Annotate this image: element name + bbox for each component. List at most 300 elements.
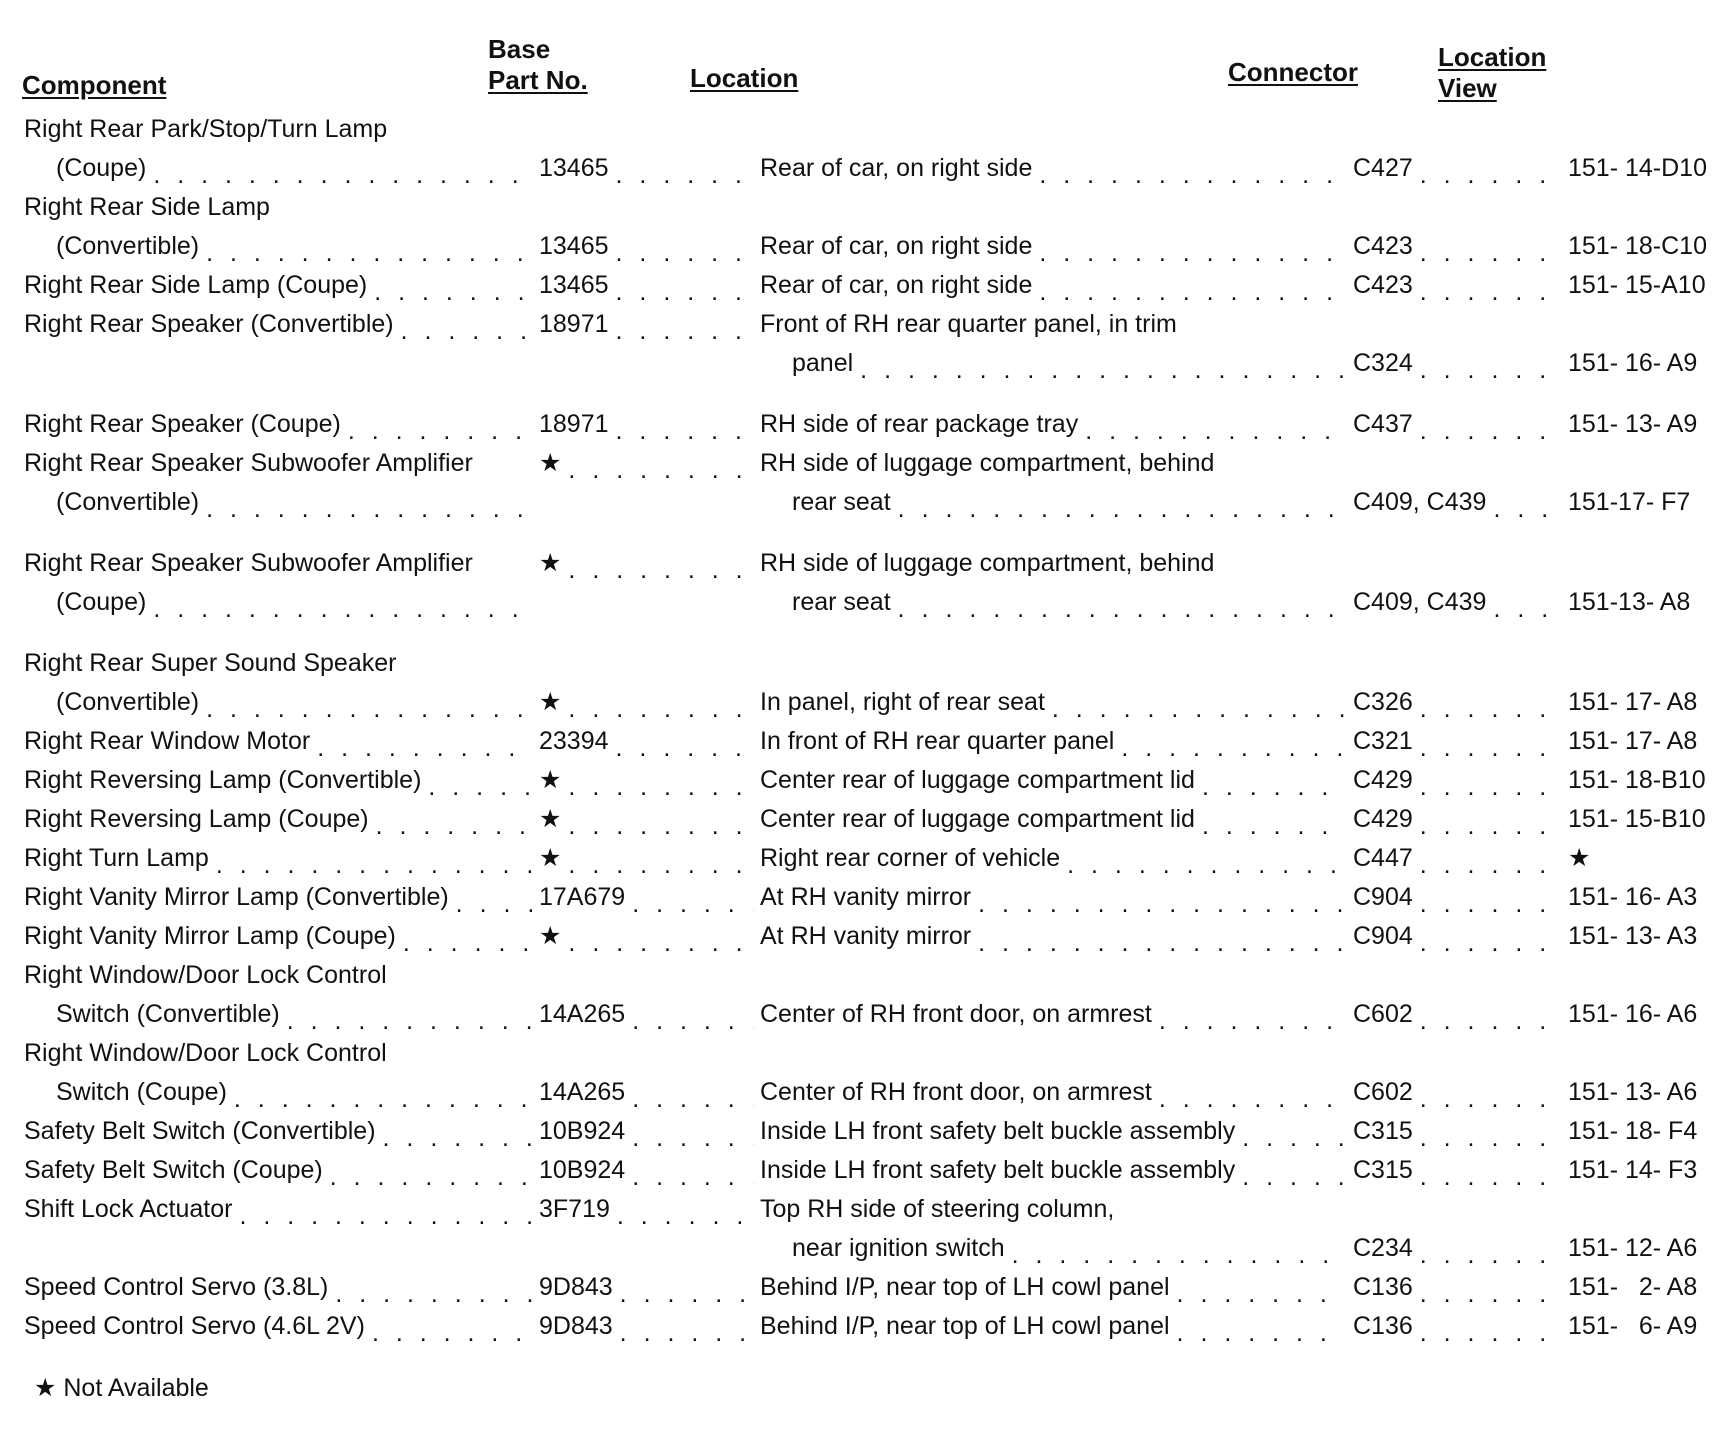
leader-dots [403,931,533,956]
component-name: Right Vanity Mirror Lamp (Convertible) [24,883,449,911]
part-number: 9D843 [539,1312,613,1340]
header-location-view: Location View [1438,42,1547,103]
component-cell [24,1307,539,1346]
leader-dots [206,697,533,722]
component-cell [24,305,539,383]
part-number-cell [539,1151,760,1190]
part-number: 18971 [539,310,609,338]
part-number: 14A265 [539,1078,626,1106]
location-view-cell [1568,839,1714,878]
location-cell [760,800,1353,839]
location-view: 151- 18-C10 [1568,232,1707,260]
leader-dots [632,1087,754,1112]
leader-dots [1420,241,1558,266]
location-text: Behind I/P, near top of LH cowl panel [760,1312,1170,1340]
leader-dots [239,1204,533,1229]
part-number-cell [539,405,760,444]
connector-id: C409, C439 [1353,588,1487,616]
component-name: Right Rear Park/Stop/Turn Lamp [24,115,388,143]
table-row [24,878,1714,917]
leader-dots [1420,931,1558,956]
connector-id: C447 [1353,844,1413,872]
leader-dots [383,1126,533,1151]
location-view: 151- 18- F4 [1568,1117,1698,1145]
part-number: ★ [539,805,562,833]
header-component: Component [22,70,167,100]
connector-cell [1353,878,1568,917]
part-number: 13465 [539,232,609,260]
table-row [24,839,1714,878]
location-view: 151- 14- F3 [1568,1156,1698,1184]
connector-id: C324 [1353,349,1413,377]
leader-dots [632,1009,754,1034]
leader-dots [428,775,533,800]
leader-dots [616,319,754,344]
location-text: RH side of rear package tray [760,410,1079,438]
leader-dots [1039,163,1345,188]
leader-dots [632,1126,754,1151]
part-number-cell [539,800,760,839]
table-row [24,800,1714,839]
location-view-cell [1568,761,1714,800]
location-cell [760,444,1353,522]
location-cell [760,227,1353,266]
location-text: Rear of car, on right side [760,232,1033,260]
leader-dots [620,1321,754,1346]
connector-cell [1353,344,1568,383]
location-cell [760,722,1353,761]
location-cell [760,878,1353,917]
location-text-cont: rear seat [792,588,891,616]
location-view: 151- 15-A10 [1568,271,1706,299]
connector-id: C136 [1353,1312,1413,1340]
location-cell [760,1151,1353,1190]
header-base-part: Base Part No. [488,34,588,95]
location-cell [760,761,1353,800]
part-number-cell [539,683,760,722]
part-number: ★ [539,844,562,872]
part-number-cell [539,917,760,956]
leader-dots [1420,1087,1558,1112]
table-row [24,444,1714,522]
row-spacer [24,383,1714,405]
header-location: Location [690,63,799,93]
component-cell [24,1112,539,1151]
location-cell [760,995,1353,1034]
leader-dots [617,1204,754,1229]
component-cell [24,761,539,800]
part-number: 14A265 [539,1000,626,1028]
connector-cell [1353,405,1568,444]
leader-dots [1420,775,1558,800]
part-number: ★ [539,922,562,950]
table-row [24,761,1714,800]
location-view: 151- 13- A3 [1568,922,1698,950]
component-cell [24,644,539,722]
location-cell [760,149,1353,188]
table-row [24,110,1714,188]
location-cell [760,683,1353,722]
component-name: Right Vanity Mirror Lamp (Coupe) [24,922,396,950]
leader-dots [1159,1087,1345,1112]
component-variant: (Convertible) [56,688,200,716]
table-row [24,405,1714,444]
part-number-cell [539,761,760,800]
connector-cell [1353,1307,1568,1346]
leader-dots [401,319,533,344]
component-name: Right Rear Speaker Subwoofer Amplifier [24,549,473,577]
leader-dots [1039,280,1345,305]
table-row [24,1151,1714,1190]
component-name: Right Rear Super Sound Speaker [24,649,397,677]
part-number: 10B924 [539,1117,626,1145]
connector-cell [1353,483,1568,522]
component-name: Right Rear Side Lamp (Coupe) [24,271,368,299]
part-number-cell [539,995,760,1034]
leader-dots [1493,597,1558,622]
component-name: Right Rear Speaker Subwoofer Amplifier [24,449,473,477]
part-number-cell [539,1307,760,1346]
leader-dots [1420,814,1558,839]
table-row [24,1268,1714,1307]
location-cell [760,1307,1353,1346]
location-text: Behind I/P, near top of LH cowl panel [760,1273,1170,1301]
connector-cell [1353,1268,1568,1307]
location-view-cell [1568,995,1714,1034]
location-cell [760,305,1353,383]
location-text-cont: panel [792,349,854,377]
location-view-cell [1568,1268,1714,1307]
location-view: 151- 14-D10 [1568,154,1707,182]
location-view-cell [1568,917,1714,956]
leader-dots [1420,892,1558,917]
part-number-cell [539,444,760,522]
leader-dots [568,558,754,583]
connector-id: C326 [1353,688,1413,716]
leader-dots [1420,853,1558,878]
part-number-cell [539,266,760,305]
location-cell [760,266,1353,305]
connector-id: C429 [1353,766,1413,794]
leader-dots [317,736,533,761]
footnote: ★ Not Available [34,1374,209,1402]
connector-id: C423 [1353,271,1413,299]
part-number-cell [539,227,760,266]
location-view-cell [1568,266,1714,305]
leader-dots [1420,697,1558,722]
location-view: 151- 6- A9 [1568,1312,1698,1340]
location-view-cell [1568,722,1714,761]
leader-dots [898,597,1345,622]
leader-dots [1493,497,1558,522]
component-name: Speed Control Servo (4.6L 2V) [24,1312,365,1340]
component-name: Speed Control Servo (3.8L) [24,1273,329,1301]
location-view-cell [1568,227,1714,266]
location-view-cell [1568,1151,1714,1190]
location-text: Rear of car, on right side [760,271,1033,299]
table-row [24,266,1714,305]
connector-id: C136 [1353,1273,1413,1301]
part-number-cell [539,1073,760,1112]
component-name: Shift Lock Actuator [24,1195,233,1223]
component-name: Right Rear Side Lamp [24,193,270,221]
table-row [24,305,1714,383]
leader-dots [1121,736,1345,761]
location-text: In front of RH rear quarter panel [760,727,1115,755]
leader-dots [1420,1321,1558,1346]
connector-cell [1353,227,1568,266]
table-row [24,956,1714,1034]
part-number: ★ [539,449,562,477]
component-name: Right Rear Speaker (Coupe) [24,410,341,438]
location-view-cell [1568,1112,1714,1151]
table-row [24,1307,1714,1346]
connector-id: C409, C439 [1353,488,1487,516]
connector-id: C315 [1353,1156,1413,1184]
row-spacer [24,622,1714,644]
leader-dots [1159,1009,1345,1034]
leader-dots [568,697,754,722]
leader-dots [206,241,533,266]
leader-dots [616,419,754,444]
location-view-cell [1568,344,1714,383]
leader-dots [1202,775,1345,800]
location-cell [760,1112,1353,1151]
connector-cell [1353,1151,1568,1190]
leader-dots [568,814,754,839]
location-text: RH side of luggage compartment, behind [760,449,1215,477]
location-view: 151- 13- A6 [1568,1078,1698,1106]
component-variant: Switch (Convertible) [56,1000,280,1028]
leader-dots [330,1165,533,1190]
component-cell [24,544,539,622]
location-text: Top RH side of steering column, [760,1195,1115,1223]
part-number: 13465 [539,154,609,182]
leader-dots [1202,814,1345,839]
part-number-cell [539,1190,760,1268]
connector-id: C437 [1353,410,1413,438]
leader-dots [1420,1282,1558,1307]
leader-dots [374,280,533,305]
location-view: ★ [1568,844,1591,872]
leader-dots [1420,736,1558,761]
part-number-cell [539,544,760,622]
leader-dots [568,458,754,483]
part-number-cell [539,149,760,188]
location-text: Center of RH front door, on armrest [760,1078,1152,1106]
component-cell [24,800,539,839]
location-text: Center rear of luggage compartment lid [760,766,1195,794]
location-cell [760,1268,1353,1307]
location-view-cell [1568,1229,1714,1268]
leader-dots [1085,419,1345,444]
component-cell [24,956,539,1034]
connector-cell [1353,1073,1568,1112]
component-cell [24,405,539,444]
connector-id: C429 [1353,805,1413,833]
leader-dots [632,1165,754,1190]
connector-cell [1353,800,1568,839]
location-text: Rear of car, on right side [760,154,1033,182]
table-row [24,1190,1714,1268]
connector-cell [1353,917,1568,956]
component-variant: (Coupe) [56,154,147,182]
row-spacer [24,522,1714,544]
location-view-cell [1568,483,1714,522]
connector-id: C904 [1353,922,1413,950]
component-name: Right Window/Door Lock Control [24,961,387,989]
part-number-cell [539,1268,760,1307]
connector-cell [1353,722,1568,761]
part-number-cell [539,1112,760,1151]
leader-dots [898,497,1345,522]
location-view: 151- 16- A9 [1568,349,1698,377]
component-cell [24,839,539,878]
connector-id: C423 [1353,232,1413,260]
leader-dots [1420,1243,1558,1268]
location-view: 151- 2- A8 [1568,1273,1698,1301]
connector-cell [1353,839,1568,878]
leader-dots [216,853,533,878]
connector-cell [1353,761,1568,800]
connector-cell [1353,1112,1568,1151]
leader-dots [1012,1243,1345,1268]
part-number-cell [539,722,760,761]
leader-dots [1420,1009,1558,1034]
location-cell [760,1073,1353,1112]
component-cell [24,1190,539,1268]
component-name: Safety Belt Switch (Coupe) [24,1156,323,1184]
leader-dots [568,853,754,878]
leader-dots [1420,358,1558,383]
leader-dots [1242,1165,1345,1190]
leader-dots [1052,697,1345,722]
component-variant: (Convertible) [56,232,200,260]
leader-dots [1420,280,1558,305]
leader-dots [1067,853,1345,878]
part-number: ★ [539,766,562,794]
leader-dots [372,1321,533,1346]
part-number-cell [539,878,760,917]
component-variant: Switch (Coupe) [56,1078,227,1106]
location-cell [760,405,1353,444]
component-cell [24,110,539,188]
connector-cell [1353,1229,1568,1268]
part-number: 9D843 [539,1273,613,1301]
leader-dots [1420,1165,1558,1190]
part-number: 23394 [539,727,609,755]
component-name: Right Rear Window Motor [24,727,311,755]
component-cell [24,1151,539,1190]
leader-dots [978,892,1345,917]
component-cell [24,444,539,522]
part-number-cell [539,305,760,383]
part-number: 13465 [539,271,609,299]
location-view: 151- 17- A8 [1568,688,1698,716]
connector-id: C602 [1353,1000,1413,1028]
leader-dots [153,597,533,622]
component-cell [24,188,539,266]
table-row [24,1112,1714,1151]
connector-id: C427 [1353,154,1413,182]
leader-dots [616,736,754,761]
component-name: Safety Belt Switch (Convertible) [24,1117,376,1145]
component-name: Right Turn Lamp [24,844,209,872]
leader-dots [1420,163,1558,188]
table-row [24,1034,1714,1112]
location-text: At RH vanity mirror [760,922,972,950]
component-cell [24,917,539,956]
location-view-cell [1568,1073,1714,1112]
leader-dots [632,892,754,917]
location-cell [760,917,1353,956]
leader-dots [616,241,754,266]
location-view: 151- 16- A3 [1568,883,1698,911]
connector-id: C315 [1353,1117,1413,1145]
location-view: 151- 15-B10 [1568,805,1706,833]
component-name: Right Rear Speaker (Convertible) [24,310,394,338]
location-text: In panel, right of rear seat [760,688,1045,716]
location-cell [760,1190,1353,1268]
location-view: 151- 13- A9 [1568,410,1698,438]
leader-dots [348,419,533,444]
leader-dots [1177,1282,1345,1307]
location-view-cell [1568,683,1714,722]
location-cell [760,839,1353,878]
part-number: 17A679 [539,883,626,911]
location-cell [760,544,1353,622]
connector-cell [1353,583,1568,622]
table-row [24,644,1714,722]
location-view: 151-13- A8 [1568,588,1691,616]
leader-dots [1420,419,1558,444]
component-variant: (Convertible) [56,488,200,516]
connector-id: C904 [1353,883,1413,911]
connector-cell [1353,266,1568,305]
location-view: 151- 18-B10 [1568,766,1706,794]
component-cell [24,1034,539,1112]
component-cell [24,878,539,917]
table-body [24,110,1714,1346]
part-number: ★ [539,549,562,577]
connector-cell [1353,149,1568,188]
leader-dots [153,163,533,188]
table-row [24,917,1714,956]
part-number: 18971 [539,410,609,438]
leader-dots [978,931,1345,956]
connector-cell [1353,683,1568,722]
part-number: ★ [539,688,562,716]
leader-dots [860,358,1345,383]
leader-dots [620,1282,754,1307]
location-text: Center rear of luggage compartment lid [760,805,1195,833]
component-variant: (Coupe) [56,588,147,616]
location-text: Inside LH front safety belt buckle assembly [760,1156,1236,1184]
component-cell [24,722,539,761]
leader-dots [616,163,754,188]
leader-dots [234,1087,533,1112]
component-cell [24,266,539,305]
leader-dots [376,814,533,839]
location-view-cell [1568,405,1714,444]
part-number: 3F719 [539,1195,610,1223]
leader-dots [1242,1126,1345,1151]
location-view-cell [1568,583,1714,622]
location-view-cell [1568,1307,1714,1346]
location-text-cont: near ignition switch [792,1234,1005,1262]
leader-dots [568,775,754,800]
leader-dots [1039,241,1345,266]
